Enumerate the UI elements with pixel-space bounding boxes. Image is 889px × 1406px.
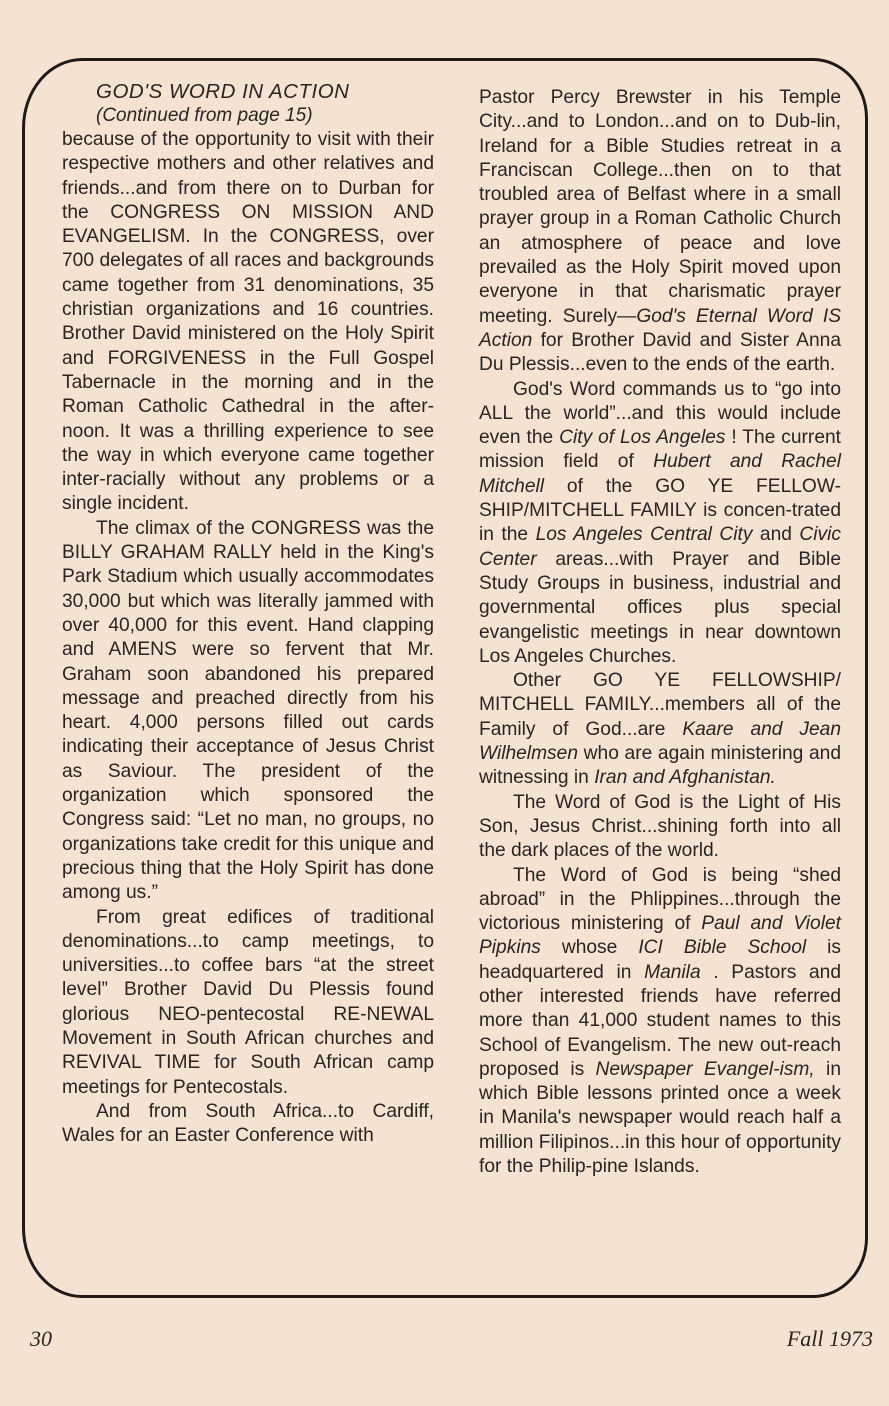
article-paragraph [62, 128, 434, 517]
body-text: God's Word commands us to “go into ALL the world”...and this would include even the [479, 378, 841, 449]
emphasis-text: Paul and Violet Pipkins [479, 913, 841, 959]
body-text: because of the opportunity to visit with their respective mothers and other relatives and friends...and from there on to Durban for the CONGRESS ON MISSION AND EVANGELISM. In the CONGRESS, over 700 delegates of all races and backgrounds came together from 31 denominations, 35 christian organizations and 16 countries. Brother David ministered on the Holy Spirit and FORGIVENESS in the Full Gospel Tabernacle in the morning and in the Roman Catholic Cathedral in the after-noon. It was a thrilling experience to see the way in which everyone came together inter-racially without any problems or a single incident. [62, 129, 434, 515]
body-text: Pastor Percy Brewster in his Temple City...and to London...and on to Dub-lin, Ireland for a Bible Studies retreat in a Franciscan College...then on to that troubled area of Belfast where in a small prayer group in a Roman Catholic Church an atmosphere of peace and love prevailed as the Holy Spirit moved upon everyone in that charismatic prayer meeting. Surely— [479, 87, 841, 327]
article-paragraph [479, 378, 841, 670]
emphasis-text: Civic Center [479, 524, 841, 570]
body-text: who are again ministering and witnessing in [479, 743, 841, 789]
article-paragraph [62, 906, 434, 1100]
emphasis-text: Manila [644, 961, 701, 983]
article-paragraph [479, 864, 841, 1180]
emphasis-text: Hubert and Rachel Mitchell [479, 451, 841, 497]
left-body [62, 128, 434, 1148]
body-text: areas...with Prayer and Bible Study Groups in business, industrial and governmental offices plus special evangelistic meetings in near downtown Los Angeles Churches. [479, 548, 841, 667]
article-paragraph [479, 791, 841, 864]
body-text: in which Bible lessons printed once a week in Manila's newspaper would reach half a million Filipinos...in this hour of opportunity for the Philip-pine Islands. [479, 1058, 841, 1178]
page-number: 30 [30, 1326, 52, 1351]
body-text: Other GO YE FELLOWSHIP/ MITCHELL FAMILY...members all of the Family of God...are [479, 670, 841, 740]
article-title: GOD'S WORD IN ACTION [96, 80, 350, 103]
emphasis-text: Iran and Afghanistan. [594, 767, 776, 789]
body-text: The Word of God is the Light of His Son, Jesus Christ...shining forth into all the dark places of the world. [479, 791, 841, 862]
body-text: of the GO YE FELLOW-SHIP/MITCHELL FAMILY is concen-trated in the [479, 475, 841, 546]
body-text: The Word of God is being “shed abroad” in the Phlippines...through the victorious ministering of [479, 864, 841, 935]
body-text: The climax of the CONGRESS was the BILLY GRAHAM RALLY held in the King's Park Stadium which usually accommodates 30,000 but which was literally jammed with over 40,000 for this event. Hand clapping and AMENS were so fervent that Mr. Graham soon abandoned his prepared message and preached directly from his heart. 4,000 persons filled out cards indicating their acceptance of Jesus Christ as Saviour. The president of the organization which sponsored the Congress said: “Let no man, no groups, no organizations take credit for this unique and precious thing that the Holy Spirit has done among us.” [62, 517, 434, 904]
emphasis-text: City of Los Angeles [559, 427, 726, 449]
right-body [479, 86, 841, 1179]
body-text: is headquartered in [479, 937, 842, 983]
body-text: for Brother David and Sister Anna Du Plessis...even to the ends of the earth. [479, 329, 841, 376]
body-text: whose [540, 937, 639, 959]
emphasis-text: Kaare and Jean Wilhelmsen [479, 718, 842, 765]
left-column [62, 80, 434, 1148]
article-paragraph [479, 669, 841, 790]
emphasis-text: ICI Bible School [638, 937, 807, 959]
right-column [479, 86, 841, 1179]
body-text: . Pastors and other interested friends have referred more than 41,000 student names to this School of Evangelism. The new out-reach proposed is [479, 961, 842, 1080]
issue-date: Fall 1973 [786, 1326, 873, 1351]
body-text: ! The current mission field of [479, 427, 841, 473]
body-text: From great edifices of traditional denominations...to camp meetings, to universities...to coffee bars “at the street level” Brother David Du Plessis found glorious NEO-pentecostal RE-NEWAL Movement in South African churches and REVIVAL TIME for South African camp meetings for Pentecostals. [62, 906, 434, 1098]
continued-note: (Continued from page 15) [96, 105, 313, 126]
emphasis-text: Los Angeles Central City [535, 524, 753, 546]
article-paragraph [62, 1100, 434, 1149]
article-paragraph [479, 86, 841, 378]
body-text: and [752, 524, 800, 546]
article-paragraph [62, 517, 434, 906]
body-text: And from South Africa...to Cardiff, Wales for an Easter Conference with [62, 1100, 434, 1147]
emphasis-text: Newspaper Evangel-ism, [595, 1058, 815, 1080]
emphasis-text: God's Eternal Word IS Action [479, 305, 841, 351]
